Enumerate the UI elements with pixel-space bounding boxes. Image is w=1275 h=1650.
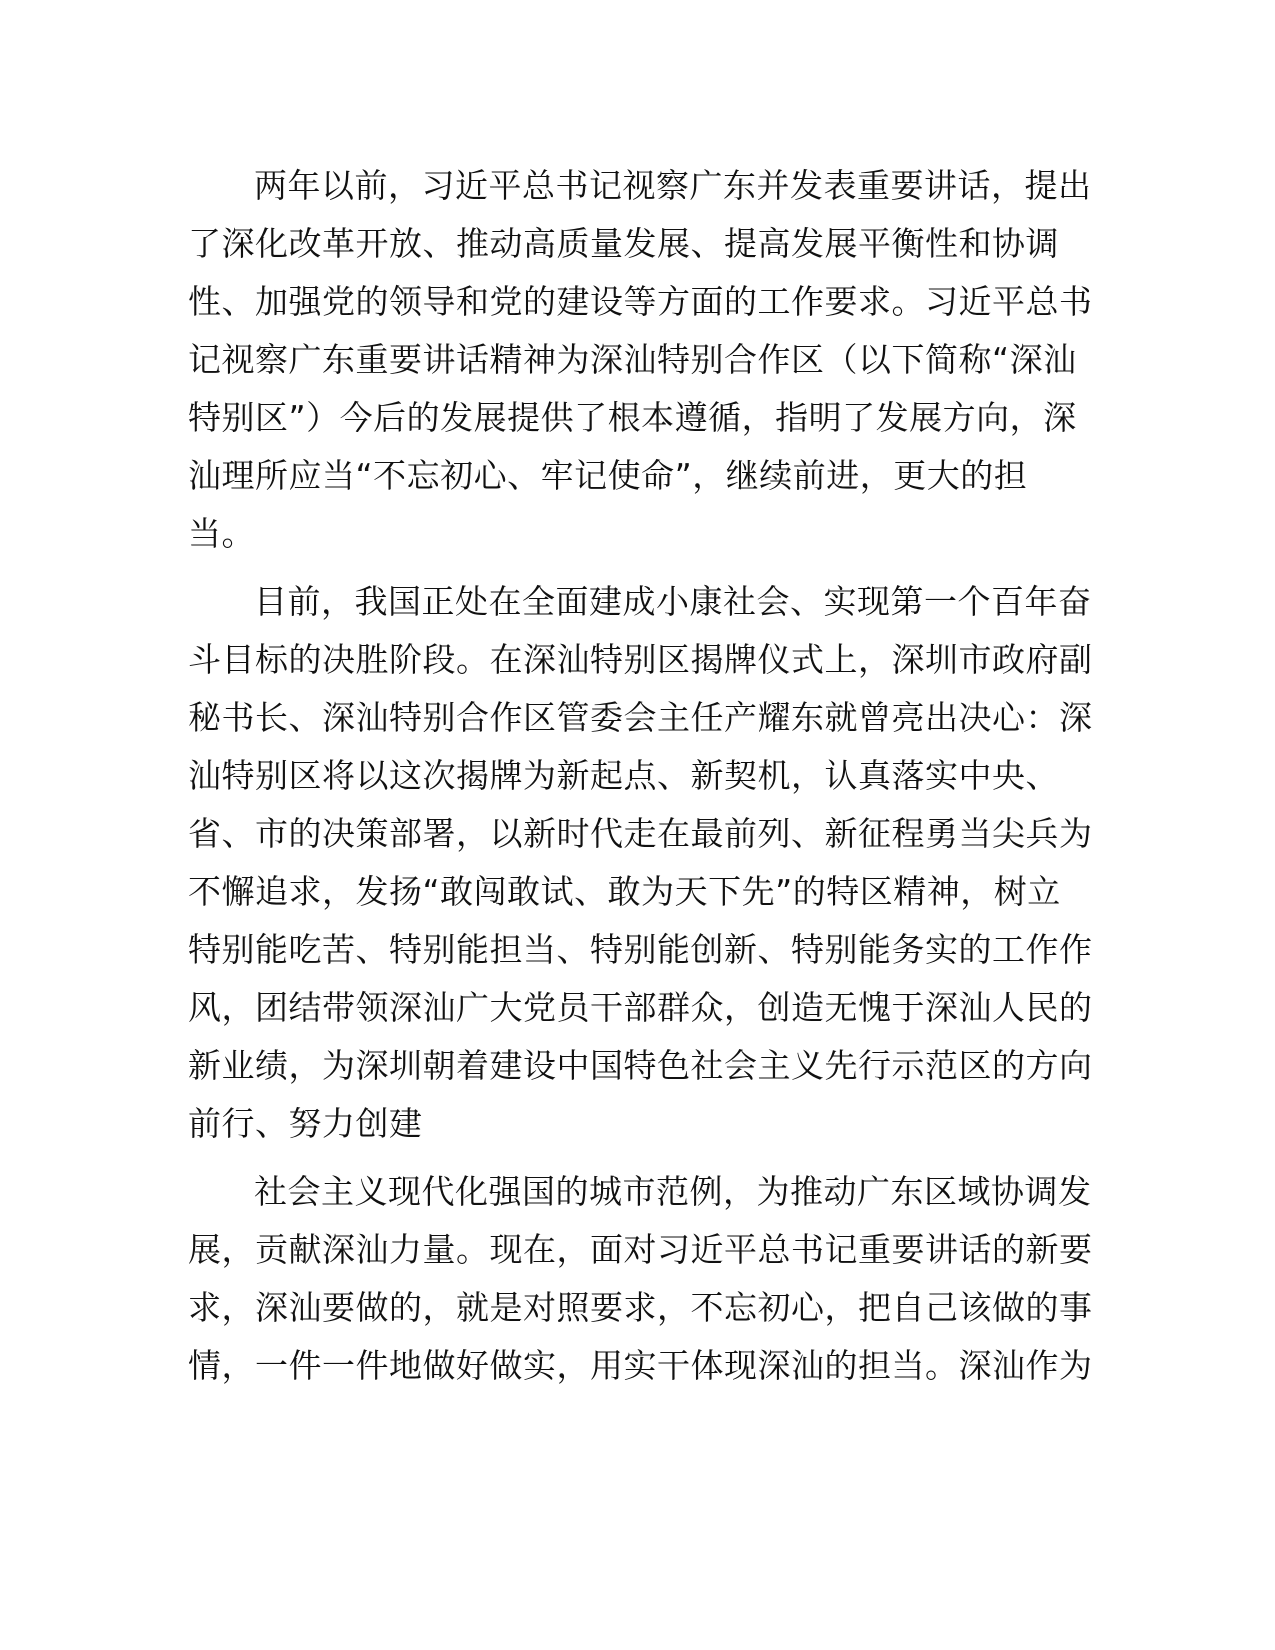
paragraph-line: 两年以前，习近平总书记视察广东并发表重要讲话，提出 — [254, 166, 1092, 205]
paragraph-line: 情，一件一件地做好做实，用实干体现深汕的担当。深汕作为 — [188, 1346, 1093, 1385]
paragraph-line: 不懈追求，发扬“敢闯敢试、敢为天下先”的特区精神，树立 — [188, 872, 1061, 911]
paragraph-line: 汕特别区将以这次揭牌为新起点、新契机，认真落实中央、 — [188, 756, 1059, 795]
paragraph-line: 展，贡献深汕力量。现在，面对习近平总书记重要讲话的新要 — [188, 1230, 1093, 1269]
paragraph-line: 秘书长、深汕特别合作区管委会主任产耀东就曾亮出决心：深 — [188, 698, 1093, 737]
paragraph-line: 汕理所应当“不忘初心、牢记使命”，继续前进，更大的担 — [188, 456, 1028, 495]
paragraph-line: 斗目标的决胜阶段。在深汕特别区揭牌仪式上，深圳市政府副 — [188, 640, 1093, 679]
body-text — [188, 157, 1093, 1395]
paragraph-2 — [188, 573, 1093, 1153]
paragraph-line: 求，深汕要做的，就是对照要求，不忘初心，把自己该做的事 — [188, 1288, 1093, 1327]
paragraph-line: 特别区”）今后的发展提供了根本遵循，指明了发展方向，深 — [188, 398, 1077, 437]
paragraph-line: 记视察广东重要讲话精神为深汕特别合作区（以下简称“深汕 — [188, 340, 1077, 379]
paragraph-line: 了深化改革开放、推动高质量发展、提高发展平衡性和协调 — [188, 224, 1059, 263]
paragraph-line: 新业绩，为深圳朝着建设中国特色社会主义先行示范区的方向 — [188, 1046, 1093, 1085]
paragraph-line: 社会主义现代化强国的城市范例，为推动广东区域协调发 — [254, 1172, 1092, 1211]
paragraph-line: 性、加强党的领导和党的建设等方面的工作要求。习近平总书 — [188, 282, 1093, 321]
paragraph-line: 省、市的决策部署，以新时代走在最前列、新征程勇当尖兵为 — [188, 814, 1093, 853]
paragraph-line: 前行、努力创建 — [188, 1104, 423, 1143]
paragraph-line: 目前，我国正处在全面建成小康社会、实现第一个百年奋 — [254, 582, 1092, 621]
paragraph-3 — [188, 1163, 1093, 1395]
paragraph-1 — [188, 157, 1093, 563]
paragraph-line: 特别能吃苦、特别能担当、特别能创新、特别能务实的工作作 — [188, 930, 1093, 969]
paragraph-line: 风，团结带领深汕广大党员干部群众，创造无愧于深汕人民的 — [188, 988, 1093, 1027]
paragraph-line: 当。 — [188, 514, 255, 553]
